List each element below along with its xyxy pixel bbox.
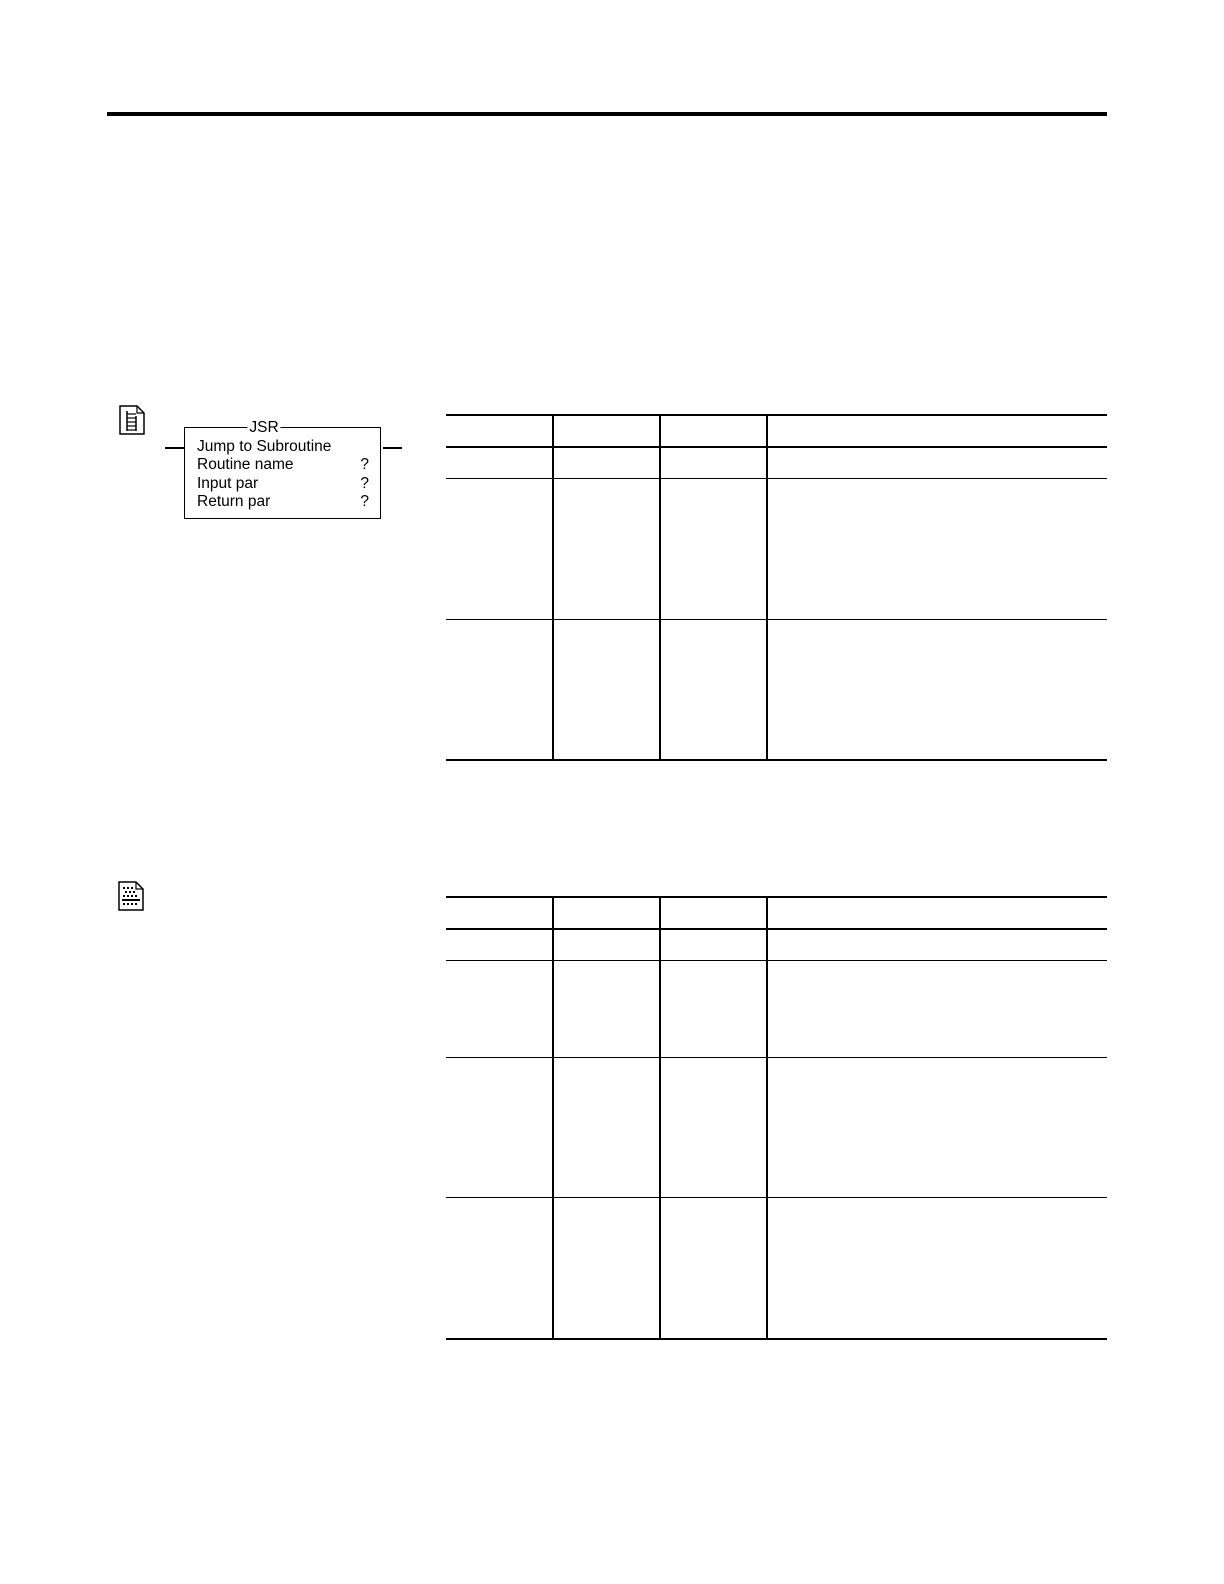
ladder-logic-icon <box>117 404 147 436</box>
param-return-par: Return par ? <box>197 493 369 510</box>
table-top-rule <box>446 414 1107 416</box>
structured-text-icon <box>116 880 146 912</box>
ladder-operands-table <box>446 414 1107 762</box>
column-divider <box>552 896 554 1340</box>
table-row-divider <box>446 619 1107 620</box>
top-rule <box>107 112 1107 116</box>
table-row-divider <box>446 1057 1107 1058</box>
param-routine-name: Routine name ? <box>197 456 369 473</box>
column-divider <box>766 896 768 1340</box>
table-top-rule <box>446 896 1107 898</box>
table-row-divider <box>446 960 1107 961</box>
param-input-par: Input par ? <box>197 475 369 492</box>
instruction-box <box>184 427 381 519</box>
column-divider <box>659 896 661 1340</box>
column-divider <box>659 414 661 761</box>
instruction-mnemonic: JSR <box>249 419 279 436</box>
column-divider <box>766 414 768 761</box>
rung-right <box>383 447 402 449</box>
instruction-name: Jump to Subroutine <box>197 438 332 455</box>
column-divider <box>552 414 554 761</box>
structured-text-operands-table <box>446 896 1107 1341</box>
table-header-rule <box>446 446 1107 448</box>
jsr-instruction-block <box>164 419 404 523</box>
table-row-divider <box>446 1197 1107 1198</box>
table-bottom-rule <box>446 1338 1107 1340</box>
table-row-divider <box>446 478 1107 479</box>
table-header-rule <box>446 928 1107 930</box>
table-bottom-rule <box>446 759 1107 761</box>
rung-left <box>165 447 184 449</box>
